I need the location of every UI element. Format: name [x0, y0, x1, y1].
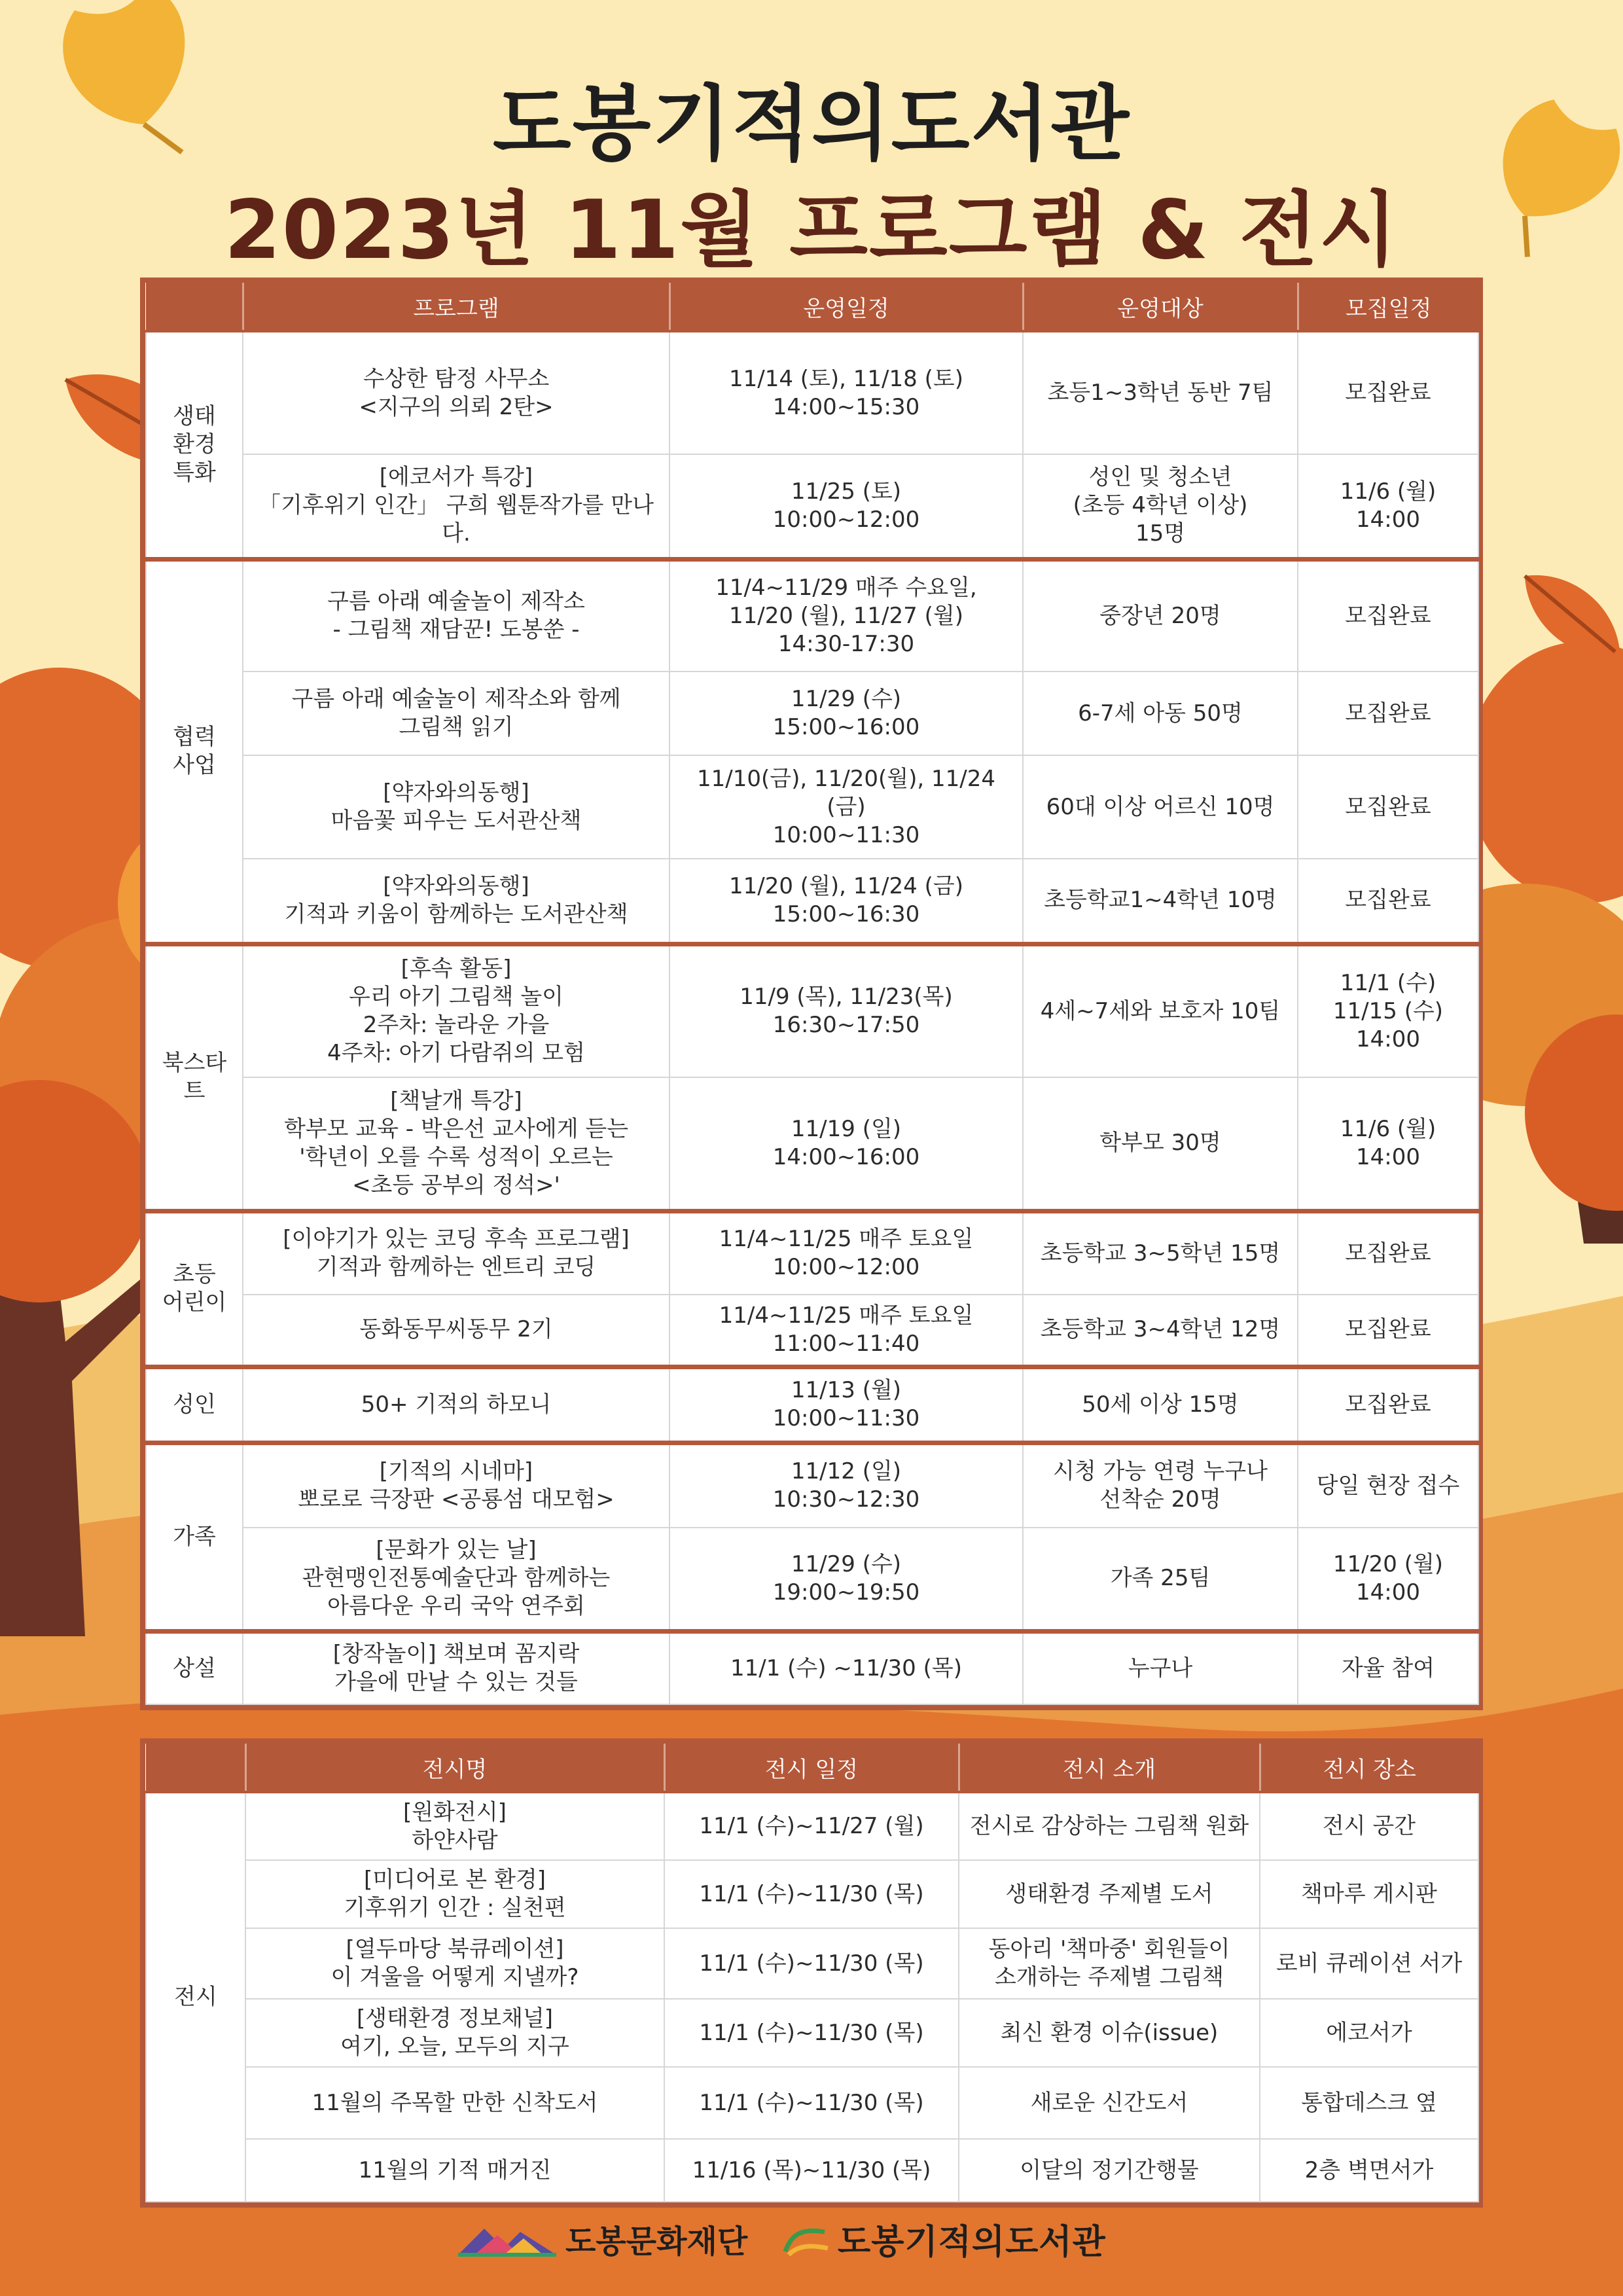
- header-category: [146, 283, 243, 331]
- library-name-title: 도봉기적의도서관: [492, 77, 1131, 171]
- table-row: [146, 944, 1478, 1077]
- program-month-title: 2023년 11월 프로그램 & 전시: [224, 183, 1399, 278]
- exhibition-name-cell: 11월의 기적 매거진: [245, 2139, 664, 2202]
- exhibition-name-cell: [미디어로 본 환경] 기후위기 인간 : 실천편: [245, 1860, 664, 1928]
- program-cell: [문화가 있는 날] 관현맹인전통예술단과 함께하는 아름다운 우리 국악 연주회: [243, 1528, 669, 1631]
- target-cell: 50세 이상 15명: [1023, 1367, 1298, 1443]
- schedule-cell: 11/13 (월) 10:00~11:30: [669, 1367, 1023, 1443]
- table-row: [146, 1631, 1478, 1704]
- recruit-cell: 모집완료: [1298, 1367, 1478, 1443]
- schedule-cell: 11/14 (토), 11/18 (토) 14:00~15:30: [669, 331, 1023, 454]
- program-cell: 구름 아래 예술놀이 제작소 - 그림책 재담꾼! 도봉쑨 -: [243, 559, 669, 672]
- target-cell: 누구나: [1023, 1631, 1298, 1704]
- table-row: [146, 672, 1478, 755]
- category-cell: 상설: [146, 1631, 243, 1704]
- exhibition-place-cell: 책마루 게시판: [1260, 1860, 1478, 1928]
- target-cell: 가족 25팀: [1023, 1528, 1298, 1631]
- header-category: [146, 1744, 245, 1792]
- category-cell: 가족: [146, 1443, 243, 1631]
- exhibition-name-cell: [원화전시] 하얀사람: [245, 1792, 664, 1860]
- table-row: [146, 2139, 1478, 2202]
- recruit-cell: 모집완료: [1298, 1295, 1478, 1367]
- table-row: [146, 1295, 1478, 1367]
- table-row: [146, 1792, 1478, 1860]
- target-cell: 초등학교 3~4학년 12명: [1023, 1295, 1298, 1367]
- exhibition-place-cell: 통합데스크 옆: [1260, 2067, 1478, 2139]
- schedule-cell: 11/10(금), 11/20(월), 11/24 (금) 10:00~11:30: [669, 755, 1023, 859]
- recruit-cell: 자율 참여: [1298, 1631, 1478, 1704]
- target-cell: 6-7세 아동 50명: [1023, 672, 1298, 755]
- category-cell: 성인: [146, 1367, 243, 1443]
- logo-text: 도봉기적의도서관: [838, 2222, 1106, 2262]
- exhibition-place-cell: 에코서가: [1260, 1999, 1478, 2067]
- table-row: [146, 454, 1478, 559]
- exhibition-intro-cell: 새로운 신간도서: [959, 2067, 1260, 2139]
- footer-logos: [0, 2209, 1623, 2268]
- category-cell: 북스타트: [146, 944, 243, 1211]
- table-row: [146, 1367, 1478, 1443]
- dobong-culture-foundation-logo: [458, 2215, 747, 2261]
- program-cell: 구름 아래 예술놀이 제작소와 함께 그림책 읽기: [243, 672, 669, 755]
- recruit-cell: 모집완료: [1298, 1211, 1478, 1295]
- exhibition-schedule-cell: 11/1 (수)~11/30 (목): [664, 1860, 959, 1928]
- target-cell: 초등1~3학년 동반 7팀: [1023, 331, 1298, 454]
- schedule-cell: 11/4~11/25 매주 토요일 11:00~11:40: [669, 1295, 1023, 1367]
- recruit-cell: 모집완료: [1298, 672, 1478, 755]
- program-cell: [에코서가 특강] 「기후위기 인간」 구희 웹툰작가를 만나다.: [243, 454, 669, 559]
- program-table-header: [146, 283, 1478, 331]
- header-exhibition-intro: 전시 소개: [959, 1744, 1260, 1792]
- program-cell: [약자와의동행] 마음꽃 피우는 도서관산책: [243, 755, 669, 859]
- table-row: [146, 331, 1478, 454]
- table-row: [146, 1211, 1478, 1295]
- recruit-cell: 11/1 (수) 11/15 (수) 14:00: [1298, 944, 1478, 1077]
- schedule-cell: 11/12 (일) 10:30~12:30: [669, 1443, 1023, 1528]
- exhibition-schedule-cell: 11/1 (수)~11/30 (목): [664, 2067, 959, 2139]
- target-cell: 시청 가능 연령 누구나 선착순 20명: [1023, 1443, 1298, 1528]
- header-program: 프로그램: [243, 283, 669, 331]
- table-row: [146, 559, 1478, 672]
- schedule-cell: 11/4~11/29 매주 수요일, 11/20 (월), 11/27 (월) 14:30-17:30: [669, 559, 1023, 672]
- exhibition-intro-cell: 이달의 정기간행물: [959, 2139, 1260, 2202]
- exhibition-place-cell: 로비 큐레이션 서가: [1260, 1928, 1478, 1999]
- exhibition-name-cell: [생태환경 정보채널] 여기, 오늘, 모두의 지구: [245, 1999, 664, 2067]
- schedule-cell: 11/29 (수) 15:00~16:00: [669, 672, 1023, 755]
- table-row: [146, 1077, 1478, 1211]
- target-cell: 성인 및 청소년 (초등 4학년 이상) 15명: [1023, 454, 1298, 559]
- target-cell: 초등학교1~4학년 10명: [1023, 859, 1298, 944]
- target-cell: 초등학교 3~5학년 15명: [1023, 1211, 1298, 1295]
- recruit-cell: 당일 현장 접수: [1298, 1443, 1478, 1528]
- exhibition-name-cell: 11월의 주목할 만한 신착도서: [245, 2067, 664, 2139]
- exhibition-name-cell: [열두마당 북큐레이션] 이 겨울을 어떻게 지낼까?: [245, 1928, 664, 1999]
- program-cell: [약자와의동행] 기적과 키움이 함께하는 도서관산책: [243, 859, 669, 944]
- program-cell: 50+ 기적의 하모니: [243, 1367, 669, 1443]
- exhibition-intro-cell: 전시로 감상하는 그림책 원화: [959, 1792, 1260, 1860]
- exhibition-intro-cell: 생태환경 주제별 도서: [959, 1860, 1260, 1928]
- header-target: 운영대상: [1023, 283, 1298, 331]
- sprout-logo-icon: [779, 2219, 831, 2258]
- dobong-miracle-library-logo: [779, 2215, 1106, 2261]
- exhibition-place-cell: 전시 공간: [1260, 1792, 1478, 1860]
- category-cell: 초등 어린이: [146, 1211, 243, 1367]
- header-recruit: 모집일정: [1298, 283, 1478, 331]
- recruit-cell: 모집완료: [1298, 331, 1478, 454]
- program-cell: [책날개 특강] 학부모 교육 - 박은선 교사에게 듣는 '학년이 오를 수록 성적이 오르는 <초등 공부의 정석>': [243, 1077, 669, 1211]
- target-cell: 중장년 20명: [1023, 559, 1298, 672]
- table-row: [146, 755, 1478, 859]
- recruit-cell: 11/6 (월) 14:00: [1298, 1077, 1478, 1211]
- schedule-cell: 11/25 (토) 10:00~12:00: [669, 454, 1023, 559]
- exhibition-schedule-cell: 11/1 (수)~11/30 (목): [664, 1928, 959, 1999]
- exhibition-intro-cell: 최신 환경 이슈(issue): [959, 1999, 1260, 2067]
- exhibition-schedule-cell: 11/1 (수)~11/30 (목): [664, 1999, 959, 2067]
- category-cell: 생태 환경 특화: [146, 331, 243, 559]
- exhibition-table-header: [146, 1744, 1478, 1792]
- table-row: [146, 2067, 1478, 2139]
- schedule-cell: 11/19 (일) 14:00~16:00: [669, 1077, 1023, 1211]
- program-cell: 동화동무씨동무 2기: [243, 1295, 669, 1367]
- recruit-cell: 모집완료: [1298, 859, 1478, 944]
- exhibition-place-cell: 2층 벽면서가: [1260, 2139, 1478, 2202]
- exhibition-intro-cell: 동아리 '책마중' 회원들이 소개하는 주제별 그림책: [959, 1928, 1260, 1999]
- exhibition-schedule-cell: 11/16 (목)~11/30 (목): [664, 2139, 959, 2202]
- program-cell: [이야기가 있는 코딩 후속 프로그램] 기적과 함께하는 엔트리 코딩: [243, 1211, 669, 1295]
- table-row: [146, 1443, 1478, 1528]
- program-cell: [후속 활동] 우리 아기 그림책 놀이 2주차: 놀라운 가을 4주차: 아기 다람쥐의 모험: [243, 944, 669, 1077]
- table-row: [146, 1928, 1478, 1999]
- schedule-cell: 11/1 (수) ~11/30 (목): [669, 1631, 1023, 1704]
- exhibition-table: [140, 1738, 1483, 2208]
- program-table: [140, 278, 1483, 1710]
- logo-text: 도봉문화재단: [565, 2223, 748, 2260]
- table-row: [146, 859, 1478, 944]
- program-cell: 수상한 탐정 사무소 <지구의 의뢰 2탄>: [243, 331, 669, 454]
- schedule-cell: 11/4~11/25 매주 토요일 10:00~12:00: [669, 1211, 1023, 1295]
- mountain-logo-icon: [458, 2219, 556, 2258]
- program-cell: [기적의 시네마] 뽀로로 극장판 <공룡섬 대모험>: [243, 1443, 669, 1528]
- table-row: [146, 1528, 1478, 1631]
- header-exhibition-schedule: 전시 일정: [664, 1744, 959, 1792]
- program-cell: [창작놀이] 책보며 꼼지락 가을에 만날 수 있는 것들: [243, 1631, 669, 1704]
- target-cell: 60대 이상 어르신 10명: [1023, 755, 1298, 859]
- recruit-cell: 모집완료: [1298, 559, 1478, 672]
- exhibition-schedule-cell: 11/1 (수)~11/27 (월): [664, 1792, 959, 1860]
- category-cell: 전시: [146, 1792, 245, 2202]
- target-cell: 학부모 30명: [1023, 1077, 1298, 1211]
- header-exhibition-name: 전시명: [245, 1744, 664, 1792]
- category-cell: 협력 사업: [146, 559, 243, 944]
- schedule-cell: 11/9 (목), 11/23(목) 16:30~17:50: [669, 944, 1023, 1077]
- table-row: [146, 1999, 1478, 2067]
- recruit-cell: 모집완료: [1298, 755, 1478, 859]
- schedule-cell: 11/29 (수) 19:00~19:50: [669, 1528, 1023, 1631]
- table-row: [146, 1860, 1478, 1928]
- schedule-cell: 11/20 (월), 11/24 (금) 15:00~16:30: [669, 859, 1023, 944]
- header-schedule: 운영일정: [669, 283, 1023, 331]
- recruit-cell: 11/20 (월) 14:00: [1298, 1528, 1478, 1631]
- recruit-cell: 11/6 (월) 14:00: [1298, 454, 1478, 559]
- header-exhibition-place: 전시 장소: [1260, 1744, 1478, 1792]
- target-cell: 4세~7세와 보호자 10팀: [1023, 944, 1298, 1077]
